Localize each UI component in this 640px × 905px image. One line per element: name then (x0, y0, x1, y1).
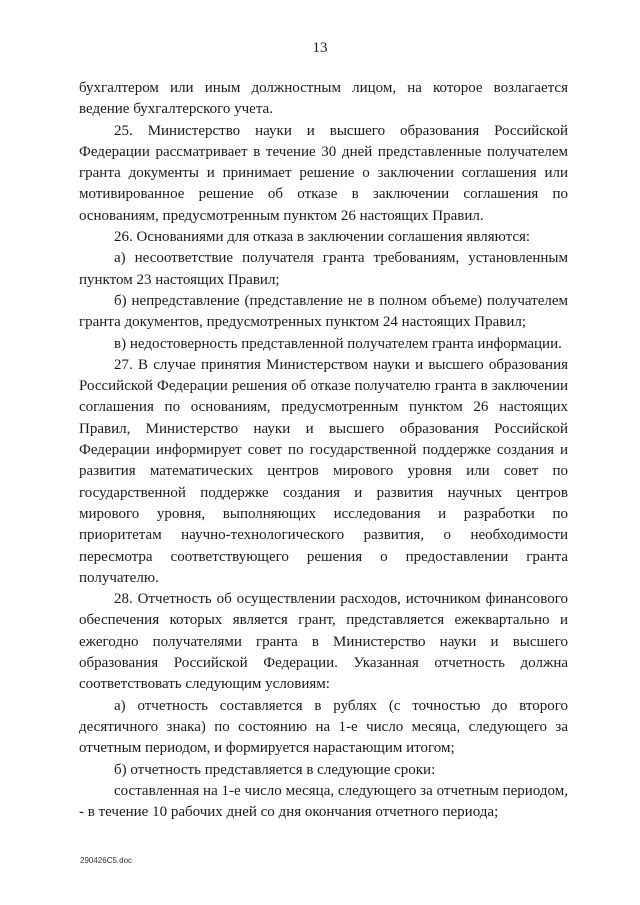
page-number: 13 (312, 40, 328, 56)
document-body (79, 78, 568, 823)
paragraph-28-b: б) отчетность представляется в следующие сроки: (114, 761, 436, 778)
paragraph-27: 27. В случае принятия Министерством науки и высшего образования Российской Федерации решения об отказе получателю гранта в заключении соглашения по основаниям, предусмотренным пунктом 26 настоящих Правил, Министерство науки и высшего образования Российской Федерации информирует совет по государственной поддержке создания и развития математических центров мирового уровня или совет по государственной поддержке создания и развития научных центров мирового уровня, выполняющих исследования и разработки по приоритетам научно-технологического развития, о необходимости пересмотра соответствующего решения о предоставлении гранта получателю. (79, 356, 568, 586)
document-filename: 290426C5.doc (80, 856, 133, 865)
paragraph-26-v: в) недостоверность представленной получателем гранта информации. (114, 335, 562, 352)
paragraph-26: 26. Основаниями для отказа в заключении соглашения являются: (114, 229, 531, 246)
paragraph-28-b-item: составленная на 1-е число месяца, следующего за отчетным периодом, - в течение 10 рабочих дней со дня окончания отчетного периода; (79, 782, 568, 821)
paragraph-26-b: б) непредставление (представление не в полном объеме) получателем гранта документов, предусмотренных пунктом 24 настоящих Правил; (79, 292, 568, 331)
paragraph-28-a: а) отчетность составляется в рублях (с точностью до второго десятичного знака) по состоянию на 1-е число месяца, следующего за отчетным периодом, и формируется нарастающим итогом; (79, 697, 568, 757)
paragraph-26-a: а) несоответствие получателя гранта требованиям, установленным пунктом 23 настоящих Правил; (79, 250, 568, 288)
paragraph-continuation: бухгалтером или иным должностным лицом, на которое возлагается ведение бухгалтерского учета. (79, 80, 568, 118)
paragraph-25: 25. Министерство науки и высшего образования Российской Федерации рассматривает в течение 30 дней представленные получателем гранта документы и принимает решение о заключении соглашения или мотивированное решение об отказе в заключении соглашения по основаниям, предусмотренным пунктом 26 настоящих Правил. (79, 122, 568, 224)
paragraph-28: 28. Отчетность об осуществлении расходов, источником финансового обеспечения которых является грант, представляется ежеквартально и ежегодно получателями гранта в Министерство науки и высшего образования Российской Федерации. Указанная отчетность должна соответствовать следующим условиям: (79, 591, 568, 693)
